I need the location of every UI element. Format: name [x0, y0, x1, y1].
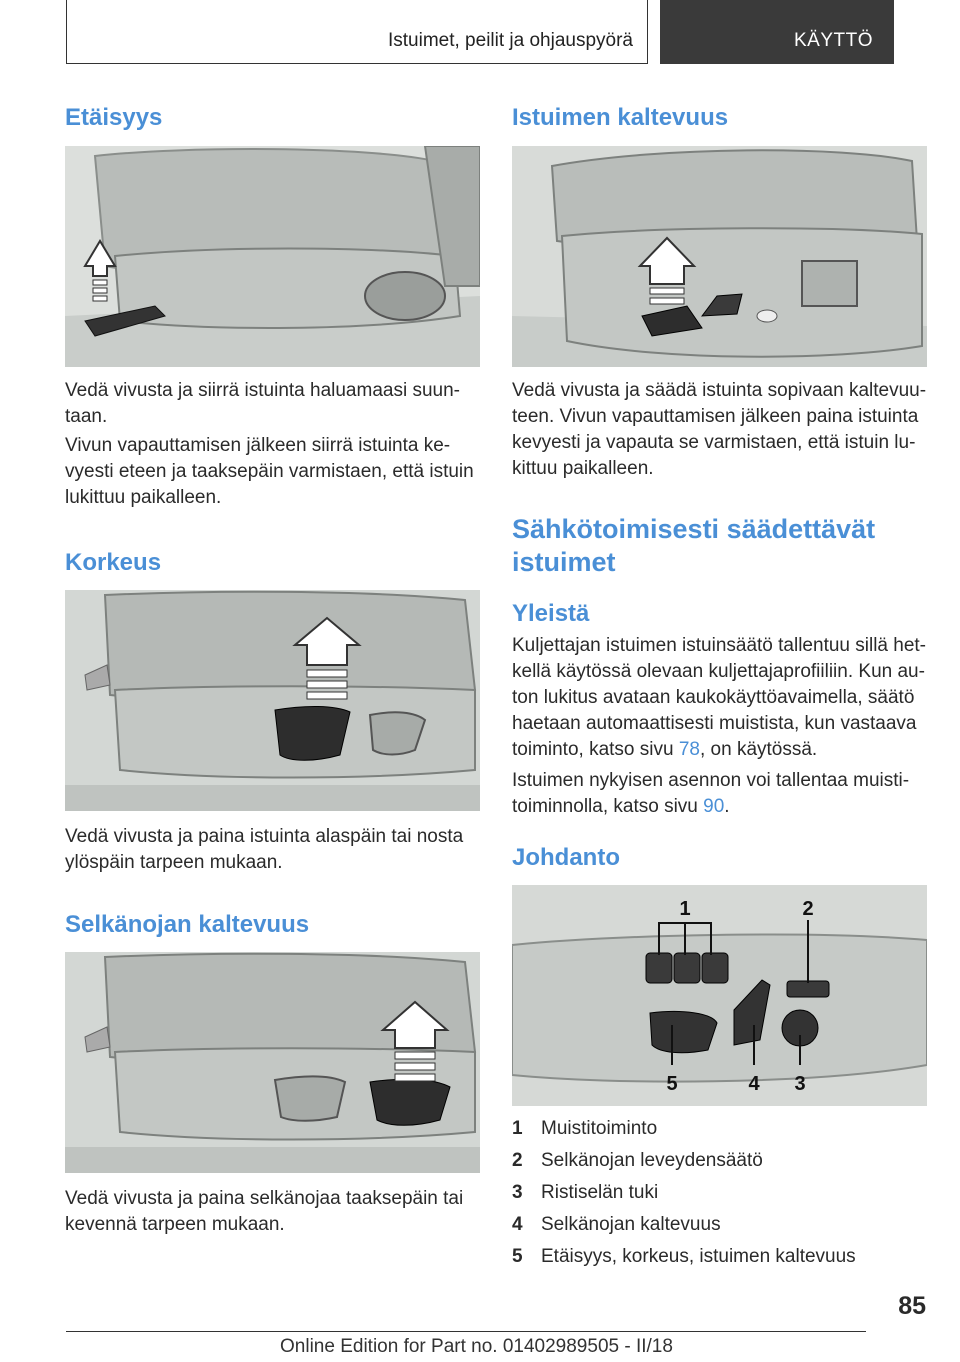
controls-legend-list — [512, 1118, 932, 1278]
list-item: 4 Selkänojan kaltevuus — [512, 1214, 721, 1235]
hand-pointer-icon — [896, 26, 922, 52]
seat-distance-photo — [65, 146, 480, 367]
list-item: 3 Ristiselän tuki — [512, 1182, 659, 1203]
list-item: 5 Etäisyys, korkeus, istuimen kaltevuus — [512, 1246, 856, 1267]
seat-tilt-paragraph: Vedä vivusta ja säädä istuinta sopivaan kaltevuu‐ teen. Vivun vapauttamisen jälkeen paina istuinta kevyesti ja vapauta se varmistaen, että istuin lu‐ kittuu paikalleen. — [512, 380, 927, 479]
general-paragraph-1: Kuljettajan istuimen istuinsäätö tallentuu sillä het‐ kellä käytössä olevaan kuljettajaprofiiliin. Kun au‐ ton lukitus avataan kaukokäyttöavaimella, säätö haetaan automaattisesti muistista, kun vastaava toiminto, katso sivu 78, on käytössä. — [512, 635, 927, 760]
heading-seat-tilt: Istuimen kaltevuus — [512, 104, 729, 131]
heading-distance: Etäisyys — [65, 104, 163, 131]
backrest-paragraph: Vedä vivusta ja paina selkänojaa taaksepäin tai kevennä tarpeen mukaan. — [65, 1188, 464, 1235]
page-link-78[interactable]: 78 — [678, 739, 700, 760]
callout-4: 4 — [748, 1073, 760, 1095]
seat-backrest-photo — [65, 952, 480, 1173]
heading-electric-seats: Sähkötoimisesti säädettävät istuimet — [512, 514, 876, 577]
heading-backrest: Selkänojan kaltevuus — [65, 911, 310, 938]
heading-general: Yleistä — [512, 600, 590, 627]
callout-2: 2 — [802, 898, 814, 920]
footer-divider — [66, 1331, 866, 1332]
distance-paragraph-1: Vedä vivusta ja siirrä istuinta haluamaasi suun‐ taan. — [65, 380, 460, 427]
callout-5: 5 — [666, 1073, 678, 1095]
callout-3: 3 — [794, 1073, 806, 1095]
height-paragraph: Vedä vivusta ja paina istuinta alaspäin tai nosta ylöspäin tarpeen mukaan. — [65, 826, 464, 873]
general-paragraph-2: Istuimen nykyisen asennon voi tallentaa muisti‐ toiminnolla, katso sivu 90. — [512, 770, 910, 817]
seat-controls-photo — [512, 885, 927, 1106]
list-item: 1 Muistitoiminto — [512, 1118, 658, 1139]
heading-introduction: Johdanto — [512, 844, 620, 871]
seat-height-photo — [65, 590, 480, 811]
callout-1: 1 — [679, 898, 691, 920]
section-title: Istuimet, peilit ja ohjauspyörä — [387, 30, 633, 51]
distance-paragraph-2: Vivun vapauttamisen jälkeen siirrä istuinta ke‐ vyesti eteen ja taaksepäin varmistaen, että istuin lukittuu paikalleen. — [65, 435, 474, 508]
footer-edition: Online Edition for Part no. 01402989505 - II/18 — [280, 1336, 673, 1357]
chapter-title: KÄYTTÖ — [794, 30, 874, 51]
heading-height: Korkeus — [65, 549, 162, 576]
seat-tilt-photo — [512, 146, 927, 367]
page-link-90[interactable]: 90 — [703, 796, 725, 817]
list-item: 2 Selkänojan leveydensäätö — [512, 1150, 763, 1171]
header-section-box — [66, 0, 648, 64]
header-chapter-box — [660, 0, 894, 64]
page-number: 85 — [898, 1292, 926, 1320]
